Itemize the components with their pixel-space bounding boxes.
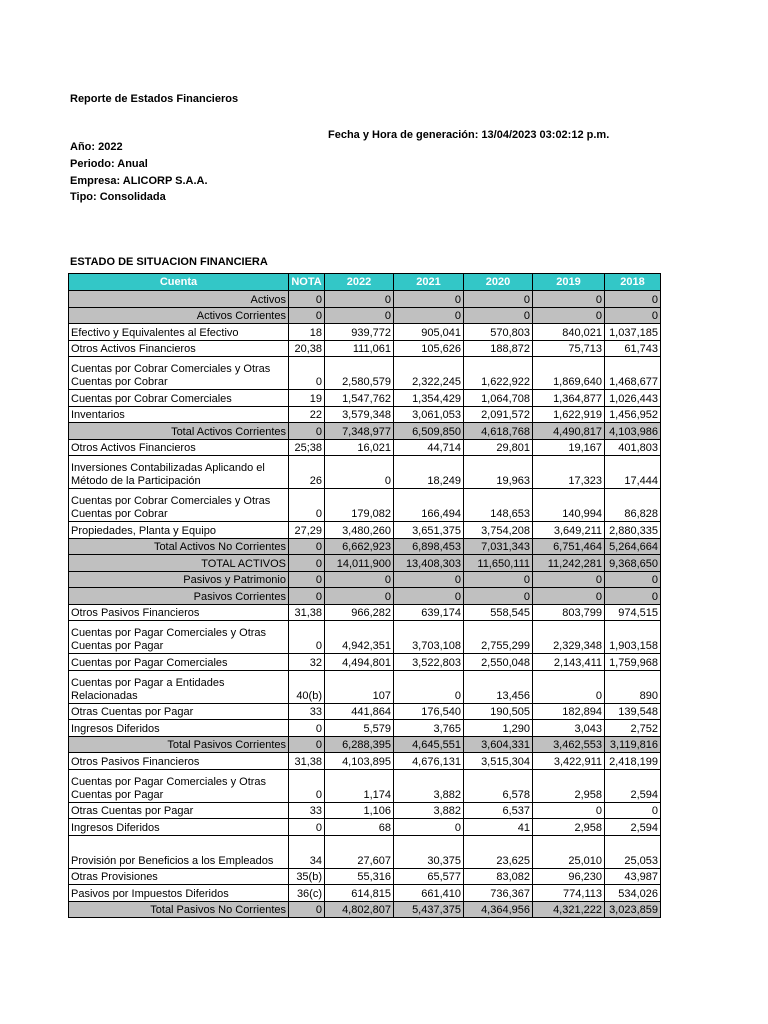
- cell-2022: 4,103,895: [325, 753, 394, 770]
- cell-2022: 7,348,977: [325, 423, 394, 440]
- cell-2022: 614,815: [325, 885, 394, 902]
- cell-2022: 0: [325, 307, 394, 324]
- cell-2018: 1,903,158: [605, 621, 661, 654]
- cell-2021: 166,494: [394, 489, 464, 522]
- cell-2021: 0: [394, 819, 464, 836]
- cell-2021: 3,061,053: [394, 406, 464, 423]
- cell-nota: 0: [289, 901, 325, 918]
- table-header-row: [69, 274, 661, 291]
- cell-cuenta: TOTAL ACTIVOS: [69, 555, 289, 572]
- cell-2020: 148,653: [464, 489, 533, 522]
- cell-2022: 441,864: [325, 703, 394, 720]
- cell-2018: 0: [605, 571, 661, 588]
- cell-2021: 1,354,429: [394, 390, 464, 407]
- table-row: [69, 802, 661, 819]
- table-body: [69, 291, 661, 918]
- cell-nota: 26: [289, 456, 325, 489]
- cell-2019: 2,143,411: [533, 654, 605, 671]
- cell-2019: 3,043: [533, 720, 605, 737]
- col-header-2019: 2019: [533, 274, 605, 291]
- cell-cuenta: Cuentas por Pagar Comerciales y Otras Cuentas por Pagar: [69, 621, 289, 654]
- cell-2022: 966,282: [325, 604, 394, 621]
- cell-2021: 6,898,453: [394, 538, 464, 555]
- cell-2022: 55,316: [325, 868, 394, 885]
- col-header-2018: 2018: [605, 274, 661, 291]
- cell-2020: 1,290: [464, 720, 533, 737]
- cell-2022: 1,547,762: [325, 390, 394, 407]
- cell-2022: 3,579,348: [325, 406, 394, 423]
- cell-2020: 188,872: [464, 340, 533, 357]
- cell-nota: 25;38: [289, 439, 325, 456]
- cell-2022: 1,106: [325, 802, 394, 819]
- table-row-total: [69, 571, 661, 588]
- cell-2021: 661,410: [394, 885, 464, 902]
- cell-2018: 1,456,952: [605, 406, 661, 423]
- col-header-nota: NOTA: [289, 274, 325, 291]
- cell-2018: 0: [605, 588, 661, 605]
- col-header-cuenta: Cuenta: [69, 274, 289, 291]
- cell-2022: 14,011,900: [325, 555, 394, 572]
- cell-2018: 1,037,185: [605, 324, 661, 341]
- year-label: Año: 2022: [70, 141, 123, 153]
- cell-2021: 4,645,551: [394, 736, 464, 753]
- cell-nota: 31,38: [289, 753, 325, 770]
- cell-2022: 107: [325, 670, 394, 703]
- cell-cuenta: Pasivos y Patrimonio: [69, 571, 289, 588]
- report-title: Reporte de Estados Financieros: [70, 93, 239, 105]
- cell-2020: 23,625: [464, 835, 533, 868]
- cell-nota: 0: [289, 736, 325, 753]
- cell-2018: 0: [605, 802, 661, 819]
- cell-2022: 68: [325, 819, 394, 836]
- cell-2020: 1,622,922: [464, 357, 533, 390]
- table-row-total: [69, 901, 661, 918]
- type-label: Tipo: Consolidada: [70, 191, 166, 203]
- table-row-total: [69, 588, 661, 605]
- cell-2018: 890: [605, 670, 661, 703]
- cell-2019: 19,167: [533, 439, 605, 456]
- cell-cuenta: Inversiones Contabilizadas Aplicando el Método de la Participación: [69, 456, 289, 489]
- cell-2018: 401,803: [605, 439, 661, 456]
- cell-2021: 0: [394, 571, 464, 588]
- table-row-total: [69, 307, 661, 324]
- cell-2019: 140,994: [533, 489, 605, 522]
- cell-2020: 11,650,111: [464, 555, 533, 572]
- cell-nota: 0: [289, 489, 325, 522]
- cell-cuenta: Total Activos Corrientes: [69, 423, 289, 440]
- cell-2018: 1,759,968: [605, 654, 661, 671]
- cell-2020: 1,064,708: [464, 390, 533, 407]
- table-row: [69, 439, 661, 456]
- cell-2022: 111,061: [325, 340, 394, 357]
- generation-datetime: Fecha y Hora de generación: 13/04/2023 03:02:12 p.m.: [328, 129, 610, 141]
- cell-nota: 0: [289, 538, 325, 555]
- cell-nota: 40(b): [289, 670, 325, 703]
- cell-2019: 2,958: [533, 819, 605, 836]
- section-title: ESTADO DE SITUACION FINANCIERA: [70, 256, 268, 268]
- cell-2020: 2,755,299: [464, 621, 533, 654]
- cell-nota: 0: [289, 357, 325, 390]
- cell-2018: 974,515: [605, 604, 661, 621]
- cell-2022: 3,480,260: [325, 522, 394, 539]
- cell-2020: 19,963: [464, 456, 533, 489]
- cell-2021: 3,882: [394, 769, 464, 802]
- cell-2020: 558,545: [464, 604, 533, 621]
- cell-2019: 2,958: [533, 769, 605, 802]
- cell-2020: 3,604,331: [464, 736, 533, 753]
- cell-2021: 3,765: [394, 720, 464, 737]
- table-row: [69, 753, 661, 770]
- cell-nota: 31,38: [289, 604, 325, 621]
- cell-2021: 3,703,108: [394, 621, 464, 654]
- cell-nota: 0: [289, 291, 325, 308]
- cell-nota: 0: [289, 555, 325, 572]
- cell-cuenta: Efectivo y Equivalentes al Efectivo: [69, 324, 289, 341]
- cell-cuenta: Otros Activos Financieros: [69, 340, 289, 357]
- cell-nota: 0: [289, 571, 325, 588]
- cell-2020: 3,754,208: [464, 522, 533, 539]
- cell-nota: 22: [289, 406, 325, 423]
- cell-2018: 2,594: [605, 819, 661, 836]
- cell-2020: 0: [464, 571, 533, 588]
- cell-2019: 1,622,919: [533, 406, 605, 423]
- cell-2021: 44,714: [394, 439, 464, 456]
- cell-2018: 139,548: [605, 703, 661, 720]
- cell-2019: 840,021: [533, 324, 605, 341]
- cell-cuenta: Ingresos Diferidos: [69, 720, 289, 737]
- table-row-total: [69, 736, 661, 753]
- cell-cuenta: Total Pasivos No Corrientes: [69, 901, 289, 918]
- cell-2022: 4,802,807: [325, 901, 394, 918]
- cell-2022: 0: [325, 291, 394, 308]
- table-row: [69, 819, 661, 836]
- table-row: [69, 456, 661, 489]
- cell-2018: 1,026,443: [605, 390, 661, 407]
- cell-2020: 2,550,048: [464, 654, 533, 671]
- cell-2019: 3,462,553: [533, 736, 605, 753]
- cell-2018: 43,987: [605, 868, 661, 885]
- col-header-2021: 2021: [394, 274, 464, 291]
- table-row: [69, 654, 661, 671]
- cell-2020: 0: [464, 307, 533, 324]
- table-row: [69, 340, 661, 357]
- cell-cuenta: Cuentas por Pagar Comerciales y Otras Cuentas por Pagar: [69, 769, 289, 802]
- cell-2021: 13,408,303: [394, 555, 464, 572]
- cell-2021: 65,577: [394, 868, 464, 885]
- cell-cuenta: Inventarios: [69, 406, 289, 423]
- cell-2018: 0: [605, 307, 661, 324]
- cell-2020: 0: [464, 588, 533, 605]
- table-row: [69, 604, 661, 621]
- cell-2021: 18,249: [394, 456, 464, 489]
- table-row: [69, 324, 661, 341]
- cell-2019: 3,649,211: [533, 522, 605, 539]
- cell-2018: 25,053: [605, 835, 661, 868]
- cell-2018: 86,828: [605, 489, 661, 522]
- cell-2019: 6,751,464: [533, 538, 605, 555]
- cell-2019: 96,230: [533, 868, 605, 885]
- cell-2022: 1,174: [325, 769, 394, 802]
- cell-2021: 5,437,375: [394, 901, 464, 918]
- cell-2020: 29,801: [464, 439, 533, 456]
- cell-nota: 0: [289, 769, 325, 802]
- cell-2021: 4,676,131: [394, 753, 464, 770]
- cell-2018: 9,368,650: [605, 555, 661, 572]
- cell-2022: 0: [325, 456, 394, 489]
- table-row: [69, 703, 661, 720]
- cell-2018: 2,880,335: [605, 522, 661, 539]
- cell-cuenta: Otros Activos Financieros: [69, 439, 289, 456]
- cell-2020: 13,456: [464, 670, 533, 703]
- cell-2021: 30,375: [394, 835, 464, 868]
- col-header-2022: 2022: [325, 274, 394, 291]
- cell-2022: 6,288,395: [325, 736, 394, 753]
- cell-2019: 803,799: [533, 604, 605, 621]
- cell-2019: 2,329,348: [533, 621, 605, 654]
- table-row: [69, 835, 661, 868]
- cell-cuenta: Otros Pasivos Financieros: [69, 604, 289, 621]
- cell-2022: 16,021: [325, 439, 394, 456]
- cell-2018: 61,743: [605, 340, 661, 357]
- cell-2022: 4,942,351: [325, 621, 394, 654]
- cell-2019: 774,113: [533, 885, 605, 902]
- cell-2018: 2,594: [605, 769, 661, 802]
- cell-2022: 27,607: [325, 835, 394, 868]
- cell-2018: 4,103,986: [605, 423, 661, 440]
- table-row-total: [69, 291, 661, 308]
- cell-2019: 0: [533, 802, 605, 819]
- period-label: Periodo: Anual: [70, 158, 148, 170]
- cell-2022: 5,579: [325, 720, 394, 737]
- cell-cuenta: Cuentas por Cobrar Comerciales y Otras Cuentas por Cobrar: [69, 357, 289, 390]
- cell-cuenta: Otros Pasivos Financieros: [69, 753, 289, 770]
- cell-2021: 6,509,850: [394, 423, 464, 440]
- cell-2018: 1,468,677: [605, 357, 661, 390]
- cell-2020: 7,031,343: [464, 538, 533, 555]
- cell-2022: 939,772: [325, 324, 394, 341]
- cell-2019: 4,321,222: [533, 901, 605, 918]
- table-row: [69, 720, 661, 737]
- cell-2019: 1,869,640: [533, 357, 605, 390]
- cell-2018: 534,026: [605, 885, 661, 902]
- table-row-total: [69, 538, 661, 555]
- table-row: [69, 621, 661, 654]
- cell-2022: 2,580,579: [325, 357, 394, 390]
- cell-cuenta: Otras Cuentas por Pagar: [69, 703, 289, 720]
- table-row: [69, 670, 661, 703]
- cell-2020: 0: [464, 291, 533, 308]
- cell-2021: 0: [394, 670, 464, 703]
- cell-2021: 0: [394, 291, 464, 308]
- table-row: [69, 357, 661, 390]
- cell-nota: 33: [289, 703, 325, 720]
- cell-2019: 182,894: [533, 703, 605, 720]
- table-row: [69, 868, 661, 885]
- cell-2020: 190,505: [464, 703, 533, 720]
- cell-2022: 6,662,923: [325, 538, 394, 555]
- cell-2018: 2,752: [605, 720, 661, 737]
- cell-nota: 36(c): [289, 885, 325, 902]
- table-row-total: [69, 423, 661, 440]
- cell-2019: 0: [533, 571, 605, 588]
- cell-2021: 3,651,375: [394, 522, 464, 539]
- cell-2021: 639,174: [394, 604, 464, 621]
- cell-nota: 0: [289, 819, 325, 836]
- cell-2019: 17,323: [533, 456, 605, 489]
- cell-nota: 19: [289, 390, 325, 407]
- cell-2018: 3,119,816: [605, 736, 661, 753]
- cell-cuenta: Otras Cuentas por Pagar: [69, 802, 289, 819]
- cell-2020: 4,364,956: [464, 901, 533, 918]
- cell-2018: 17,444: [605, 456, 661, 489]
- table-row: [69, 769, 661, 802]
- cell-2022: 0: [325, 571, 394, 588]
- cell-2020: 6,537: [464, 802, 533, 819]
- col-header-2020: 2020: [464, 274, 533, 291]
- cell-cuenta: Activos: [69, 291, 289, 308]
- cell-cuenta: Provisión por Beneficios a los Empleados: [69, 835, 289, 868]
- cell-2020: 83,082: [464, 868, 533, 885]
- table-row: [69, 522, 661, 539]
- cell-nota: 27,29: [289, 522, 325, 539]
- cell-2019: 3,422,911: [533, 753, 605, 770]
- cell-cuenta: Otras Provisiones: [69, 868, 289, 885]
- table-row: [69, 885, 661, 902]
- cell-2021: 0: [394, 588, 464, 605]
- cell-cuenta: Cuentas por Cobrar Comerciales: [69, 390, 289, 407]
- cell-nota: 18: [289, 324, 325, 341]
- cell-nota: 35(b): [289, 868, 325, 885]
- cell-2019: 0: [533, 588, 605, 605]
- cell-cuenta: Ingresos Diferidos: [69, 819, 289, 836]
- cell-2018: 5,264,664: [605, 538, 661, 555]
- cell-nota: 0: [289, 720, 325, 737]
- cell-2019: 0: [533, 670, 605, 703]
- cell-nota: 0: [289, 588, 325, 605]
- cell-nota: 34: [289, 835, 325, 868]
- cell-nota: 33: [289, 802, 325, 819]
- cell-2020: 41: [464, 819, 533, 836]
- cell-2020: 4,618,768: [464, 423, 533, 440]
- cell-2019: 25,010: [533, 835, 605, 868]
- cell-cuenta: Pasivos por Impuestos Diferidos: [69, 885, 289, 902]
- cell-cuenta: Activos Corrientes: [69, 307, 289, 324]
- cell-cuenta: Total Activos No Corrientes: [69, 538, 289, 555]
- cell-2019: 4,490,817: [533, 423, 605, 440]
- cell-2020: 736,367: [464, 885, 533, 902]
- cell-2018: 3,023,859: [605, 901, 661, 918]
- company-label: Empresa: ALICORP S.A.A.: [70, 175, 208, 187]
- cell-2021: 3,882: [394, 802, 464, 819]
- cell-2021: 0: [394, 307, 464, 324]
- cell-cuenta: Cuentas por Pagar a Entidades Relacionadas: [69, 670, 289, 703]
- cell-2020: 3,515,304: [464, 753, 533, 770]
- cell-2021: 2,322,245: [394, 357, 464, 390]
- table-row: [69, 489, 661, 522]
- table-row: [69, 406, 661, 423]
- cell-2019: 0: [533, 291, 605, 308]
- cell-2021: 3,522,803: [394, 654, 464, 671]
- cell-cuenta: Propiedades, Planta y Equipo: [69, 522, 289, 539]
- cell-2019: 0: [533, 307, 605, 324]
- cell-nota: 0: [289, 307, 325, 324]
- table-row-total: [69, 555, 661, 572]
- cell-2021: 905,041: [394, 324, 464, 341]
- cell-2020: 6,578: [464, 769, 533, 802]
- cell-2022: 179,082: [325, 489, 394, 522]
- cell-2020: 2,091,572: [464, 406, 533, 423]
- cell-2022: 0: [325, 588, 394, 605]
- cell-cuenta: Pasivos Corrientes: [69, 588, 289, 605]
- cell-2018: 0: [605, 291, 661, 308]
- cell-2019: 1,364,877: [533, 390, 605, 407]
- cell-cuenta: Cuentas por Pagar Comerciales: [69, 654, 289, 671]
- cell-nota: 0: [289, 621, 325, 654]
- cell-2022: 4,494,801: [325, 654, 394, 671]
- cell-2019: 75,713: [533, 340, 605, 357]
- cell-2018: 2,418,199: [605, 753, 661, 770]
- cell-2020: 570,803: [464, 324, 533, 341]
- table-row: [69, 390, 661, 407]
- cell-nota: 0: [289, 423, 325, 440]
- cell-nota: 20,38: [289, 340, 325, 357]
- financial-statement-table: [68, 273, 661, 918]
- cell-2021: 176,540: [394, 703, 464, 720]
- cell-2021: 105,626: [394, 340, 464, 357]
- cell-cuenta: Total Pasivos Corrientes: [69, 736, 289, 753]
- cell-cuenta: Cuentas por Cobrar Comerciales y Otras Cuentas por Cobrar: [69, 489, 289, 522]
- cell-2019: 11,242,281: [533, 555, 605, 572]
- cell-nota: 32: [289, 654, 325, 671]
